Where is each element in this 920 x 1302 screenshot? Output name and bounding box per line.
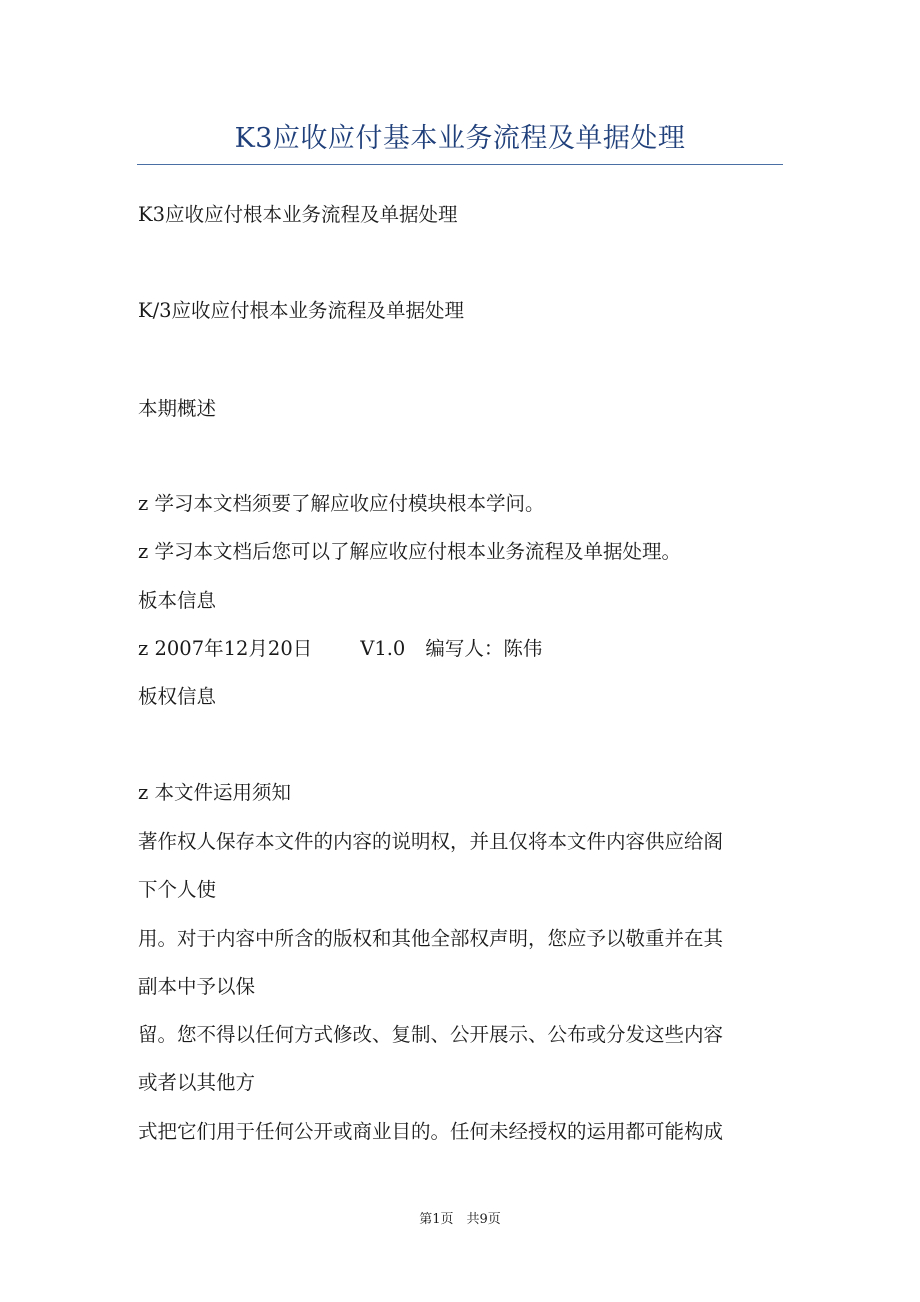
copyright-bullet: z 本文件运用须知 <box>138 781 291 804</box>
version-author: 编写人：陈伟 <box>425 637 543 660</box>
overview-bullet-1: z 学习本文档须要了解应收应付模块根本学问。 <box>138 492 545 515</box>
copyright-paragraph-line: 副本中予以保 <box>138 975 256 998</box>
section-heading-copyright: 板权信息 <box>138 685 217 708</box>
version-date: z 2007年12月20日 <box>138 637 313 660</box>
section-heading-overview: 本期概述 <box>138 397 217 420</box>
subtitle-line-k3: K/3应收应付根本业务流程及单据处理 <box>138 299 465 322</box>
copyright-paragraph-line: 下个人使 <box>138 878 217 901</box>
copyright-paragraph-line: 著作权人保存本文件的内容的说明权，并且仅将本文件内容供应给阁 <box>138 830 724 853</box>
document-title: K3应收应付基本业务流程及单据处理 <box>234 123 686 154</box>
copyright-paragraph-line: 留。您不得以任何方式修改、复制、公开展示、公布或分发这些内容 <box>138 1023 724 1046</box>
version-number: V1.0 <box>360 637 406 660</box>
title-underline <box>137 164 783 165</box>
overview-bullet-2: z 学习本文档后您可以了解应收应付根本业务流程及单据处理。 <box>138 540 681 563</box>
copyright-paragraph-line: 用。对于内容中所含的版权和其他全部权声明，您应予以敬重并在其 <box>138 927 724 950</box>
section-heading-version: 板本信息 <box>138 589 217 612</box>
subtitle-line: K3应收应付根本业务流程及单据处理 <box>138 203 458 226</box>
copyright-paragraph-line: 式把它们用于任何公开或商业目的。任何未经授权的运用都可能构成 <box>138 1120 724 1143</box>
page-number-footer: 第1页 共9页 <box>419 1212 501 1227</box>
copyright-paragraph-line: 或者以其他方 <box>138 1071 256 1094</box>
version-info-line <box>138 637 542 661</box>
